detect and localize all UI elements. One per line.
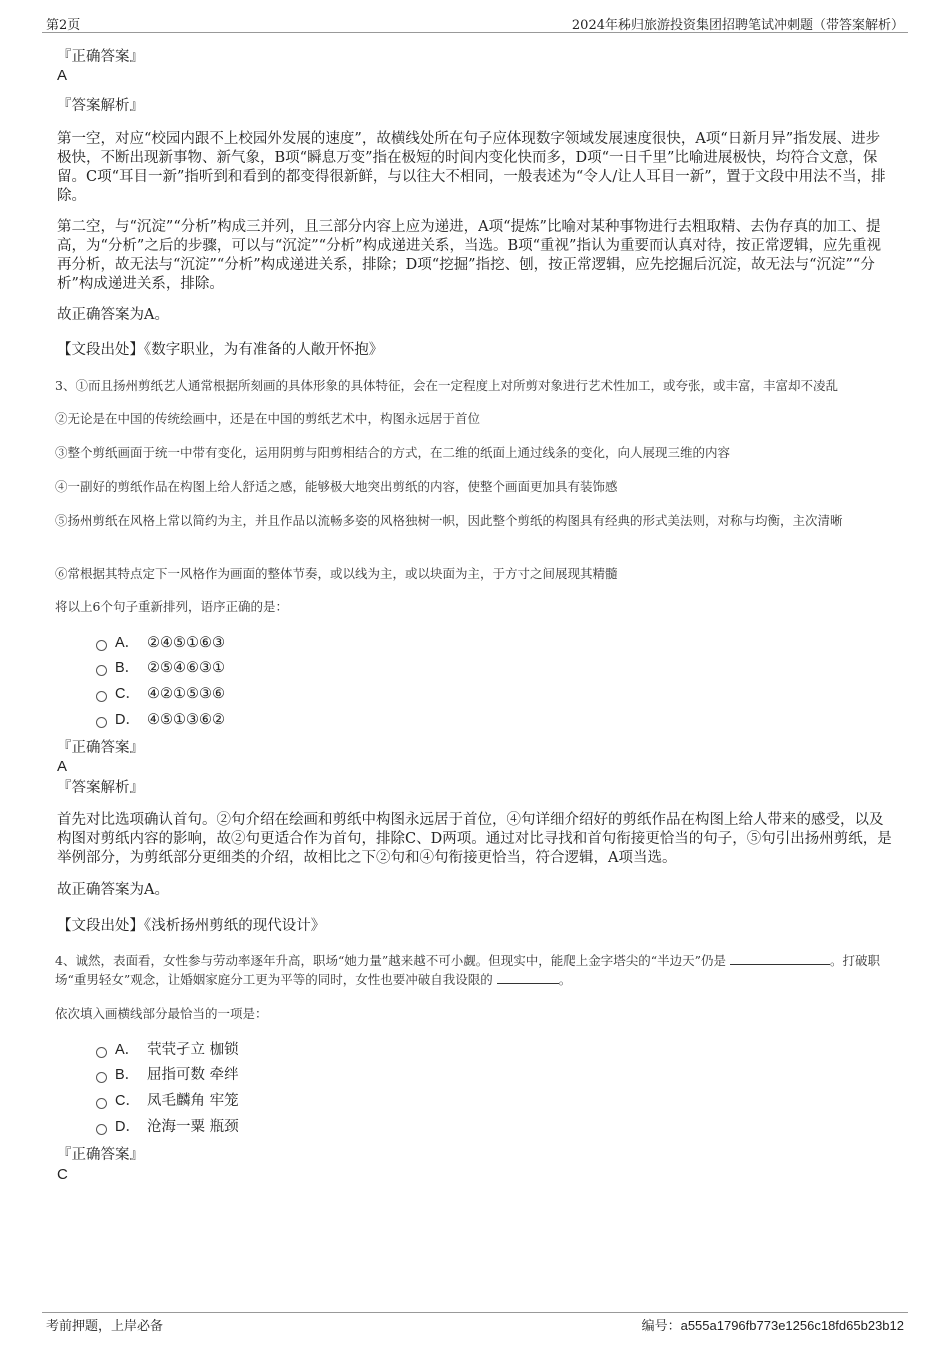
question-prompt: 依次填入画横线部分最恰当的一项是： — [55, 1006, 268, 1021]
answer-value: A — [57, 67, 68, 84]
answer-label: 『正确答案』 — [57, 1147, 144, 1163]
option-b[interactable]: B． ②⑤④⑥③① — [96, 658, 225, 678]
conclusion: 故正确答案为A。 — [57, 882, 169, 898]
analysis-paragraph: 首先对比选项确认首句。②句介绍在绘画和剪纸中构图永远居于首位，④句详细介绍好的剪纸作品在构图上给人带来的感受，以及构图对剪纸内容的影响，故②句更适合作为首句，排除C、D两项。通过对比寻找和首句衔接更恰当的句子，⑤句引出扬州剪纸，是举例部分，为剪纸部分更细类的介绍，故相比之下②句和④句衔接更恰当，符合逻辑，A项当选。 — [57, 812, 892, 866]
document-title: 2024年秭归旅游投资集团招聘笔试冲刺题（带答案解析） — [571, 18, 904, 33]
radio-icon[interactable] — [96, 1072, 107, 1083]
question-sentence: ②无论是在中国的传统绘画中，还是在中国的剪纸艺术中，构图永远居于首位 — [55, 411, 481, 426]
radio-icon[interactable] — [96, 1098, 107, 1109]
option-a[interactable]: A． ②④⑤①⑥③ — [96, 633, 225, 653]
question-sentence: ⑤扬州剪纸在风格上常以简约为主，并且作品以流畅多姿的风格独树一帜，因此整个剪纸的构图具有经典的形式美法则，对称与均衡，主次清晰 — [55, 513, 843, 528]
conclusion: 故正确答案为A。 — [57, 307, 169, 323]
page-header — [42, 14, 908, 33]
analysis-label: 『答案解析』 — [57, 780, 144, 796]
answer-value: C — [57, 1166, 68, 1183]
fill-blank-2 — [497, 971, 559, 984]
radio-icon[interactable] — [96, 665, 107, 676]
question-sentence: ④一副好的剪纸作品在构图上给人舒适之感，能够极大地突出剪纸的内容，使整个画面更加具有装饰感 — [55, 479, 618, 494]
document-code: 编号：a555a1796fb773e1256c18fd65b23b12 — [641, 1318, 904, 1333]
option-c[interactable]: C． ④②①⑤③⑥ — [96, 684, 225, 704]
footer-slogan: 考前押题，上岸必备 — [46, 1319, 164, 1334]
analysis-paragraph: 第二空，与“沉淀”“分析”构成三并列，且三部分内容上应为递进，A项“提炼”比喻对某种事物进行去粗取精、去伪存真的加工、提高，为“分析”之后的步骤，可以与“沉淀”“分析”构成递进关系，当选。B项“重视”指认为重要而认真对待，按正常逻辑，应先重视再分析，故无法与“沉淀”“分析”构成递进关系，排除；D项“挖掘”指挖、刨，按正常逻辑，应先挖掘后沉淀，故无法与“沉淀”“分析”构成递进关系，排除。 — [57, 219, 881, 292]
radio-icon[interactable] — [96, 640, 107, 651]
page-number: 第2页 — [46, 18, 81, 33]
option-d[interactable]: D． 沧海一粟 瓶颈 — [96, 1117, 239, 1137]
radio-icon[interactable] — [96, 691, 107, 702]
option-a[interactable]: A． 茕茕孑立 枷锁 — [96, 1040, 239, 1060]
answer-label: 『正确答案』 — [57, 49, 144, 65]
question-stem: 4、诚然，表面看，女性参与劳动率逐年升高，职场“她力量”越来越不可小觑。但现实中，能爬上金字塔尖的“半边天”仍是 。打破职场“重男轻女”观念，让婚姻家庭分工更为平等的同时，女性也要冲破自我设限的 。 — [55, 953, 881, 987]
option-b[interactable]: B． 屈指可数 牵绊 — [96, 1065, 239, 1085]
source-citation: 【文段出处】《数字职业，为有准备的人敞开怀抱》 — [57, 342, 384, 358]
analysis-label: 『答案解析』 — [57, 98, 144, 114]
answer-value: A — [57, 758, 68, 775]
page-footer — [42, 1312, 908, 1333]
fill-blank-1 — [730, 952, 830, 965]
analysis-paragraph: 第一空，对应“校园内跟不上校园外发展的速度”，故横线处所在句子应体现数字领域发展速度很快，A项“日新月异”指发展、进步极快，不断出现新事物、新气象，B项“瞬息万变”指在极短的时间内变化快而多，D项“一日千里”比喻进展极快，均符合文意，保留。C项“耳目一新”指听到和看到的都变得很新鲜，与以往大不相同，一般表述为“令人/让人耳目一新”，置于文段中用法不当，排除。 — [57, 131, 886, 204]
question-sentence: ⑥常根据其特点定下一风格作为画面的整体节奏，或以线为主，或以块面为主，于方寸之间展现其精髓 — [55, 566, 618, 581]
question-prompt: 将以上6个句子重新排列，语序正确的是： — [55, 599, 288, 614]
question-sentence: 3、①而且扬州剪纸艺人通常根据所刻画的具体形象的具体特征，会在一定程度上对所剪对象进行艺术性加工，或夸张，或丰富，丰富却不凌乱 — [55, 378, 838, 393]
answer-label: 『正确答案』 — [57, 740, 144, 756]
question-sentence: ③整个剪纸画面于统一中带有变化，运用阴剪与阳剪相结合的方式，在二维的纸面上通过线条的变化，向人展现三维的内容 — [55, 445, 731, 460]
option-c[interactable]: C． 凤毛麟角 牢笼 — [96, 1091, 239, 1111]
radio-icon[interactable] — [96, 717, 107, 728]
radio-icon[interactable] — [96, 1124, 107, 1135]
option-d[interactable]: D． ④⑤①③⑥② — [96, 710, 225, 730]
radio-icon[interactable] — [96, 1047, 107, 1058]
source-citation: 【文段出处】《浅析扬州剪纸的现代设计》 — [57, 918, 326, 934]
